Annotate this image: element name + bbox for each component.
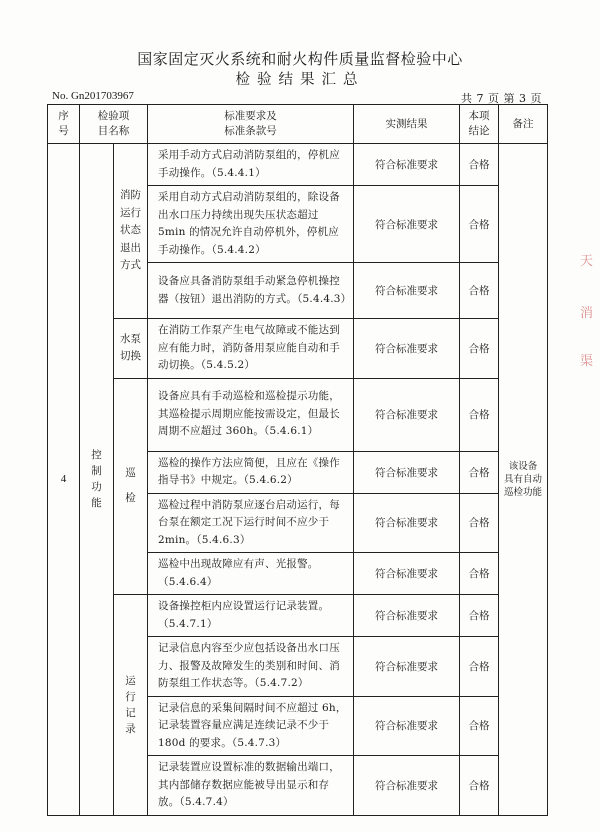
standard-cell: 设备应具有手动巡检和巡检提示功能，其巡检提示周期应能按需设定，但最长周期不应超过 360h。（5.4.6.1） (148, 378, 354, 451)
conclusion-cell: 合格 (460, 451, 499, 493)
standard-cell: 巡检的操作方法应简便，且应在《操作指导书》中规定。（5.4.6.2） (148, 451, 354, 493)
stamp-char: 天 (580, 254, 594, 269)
stamp-char: 渠 (580, 354, 594, 369)
standard-cell: 采用自动方式启动消防泵组的，除设备出水口压力持续出现失压状态超过 5min 的情况允许自动停机外，停机应手动操作。（5.4.4.2） (148, 186, 354, 263)
conclusion-cell: 合格 (460, 186, 499, 263)
page-info: 共 7 页 第 3 页 (461, 92, 542, 105)
conclusion-cell: 合格 (460, 756, 499, 816)
table-row (48, 378, 548, 451)
conclusion-cell: 合格 (460, 696, 499, 756)
sub-item-cell: 运 行 记 录 (114, 595, 148, 816)
conclusion-cell: 合格 (460, 595, 499, 637)
doc-title: 检验结果汇总 (235, 72, 365, 88)
conclusion-cell: 合格 (460, 378, 499, 451)
remark-cell: 该设备 具有自动 巡检功能 (499, 144, 548, 816)
result-cell: 符合标准要求 (354, 696, 460, 756)
sub-item-cell: 水泵 切换 (114, 319, 148, 379)
conclusion-cell: 合格 (460, 493, 499, 553)
conclusion-cell: 合格 (460, 637, 499, 697)
header-seq: 序 号 (48, 105, 80, 144)
doc-number: No. Gn201703967 (52, 90, 134, 102)
result-cell: 符合标准要求 (354, 144, 460, 186)
result-cell: 符合标准要求 (354, 756, 460, 816)
sub-item-cell: 消防 运行 状态 退出 方式 (114, 144, 148, 319)
standard-cell: 在消防工作泵产生电气故障或不能达到应有能力时，消防备用泵应能自动和手动切换。（5.4.5.2） (148, 319, 354, 379)
result-cell: 符合标准要求 (354, 493, 460, 553)
table-row (48, 144, 548, 186)
conclusion-cell: 合格 (460, 553, 499, 595)
main-item-cell: 控 制 功 能 (80, 144, 114, 816)
standard-cell: 记录装置应设置标准的数据输出端口，其内部储存数据应能被导出显示和存放。（5.4.7.4） (148, 756, 354, 816)
table-row (48, 595, 548, 637)
conclusion-cell: 合格 (460, 319, 499, 379)
stamp-char: 消 (580, 306, 594, 321)
seq-cell: 4 (48, 144, 80, 816)
sub-item-cell: 巡 检 (114, 378, 148, 595)
results-table (47, 104, 548, 816)
standard-cell: 采用手动方式启动消防泵组的，停机应手动操作。（5.4.4.1） (148, 144, 354, 186)
result-cell: 符合标准要求 (354, 378, 460, 451)
header-remark: 备注 (499, 105, 548, 144)
header-conclusion: 本项 结论 (460, 105, 499, 144)
conclusion-cell: 合格 (460, 144, 499, 186)
table-header-row (48, 105, 548, 144)
standard-cell: 设备操控柜内应设置运行记录装置。（5.4.7.1） (148, 595, 354, 637)
standard-cell: 记录信息内容至少应包括设备出水口压力、报警及故障发生的类别和时间、消防泵组工作状态等。（5.4.7.2） (148, 637, 354, 697)
result-cell: 符合标准要求 (354, 263, 460, 319)
table-row (48, 319, 548, 379)
result-cell: 符合标准要求 (354, 319, 460, 379)
seal-stamp-fragment (580, 250, 600, 390)
result-cell: 符合标准要求 (354, 637, 460, 697)
header-result: 实测结果 (354, 105, 460, 144)
header-item: 检验项 目名称 (80, 105, 148, 144)
conclusion-cell: 合格 (460, 263, 499, 319)
standard-cell: 设备应具备消防泵组手动紧急停机操控器（按钮）退出消防的方式。（5.4.4.3） (148, 263, 354, 319)
result-cell: 符合标准要求 (354, 186, 460, 263)
standard-cell: 巡检过程中消防泵应逐台启动运行，每台泵在额定工况下运行时间不应少于 2min。（5.4.6.3） (148, 493, 354, 553)
result-cell: 符合标准要求 (354, 553, 460, 595)
standard-cell: 记录信息的采集间隔时间不应超过 6h，记录装置容量应满足连续记录不少于 180d 的要求。（5.4.7.3） (148, 696, 354, 756)
standard-cell: 巡检中出现故障应有声、光报警。（5.4.6.4） (148, 553, 354, 595)
result-cell: 符合标准要求 (354, 595, 460, 637)
org-title: 国家固定灭火系统和耐火构件质量监督检验中心 (137, 50, 463, 68)
header-standard: 标准要求及 标准条款号 (148, 105, 354, 144)
result-cell: 符合标准要求 (354, 451, 460, 493)
